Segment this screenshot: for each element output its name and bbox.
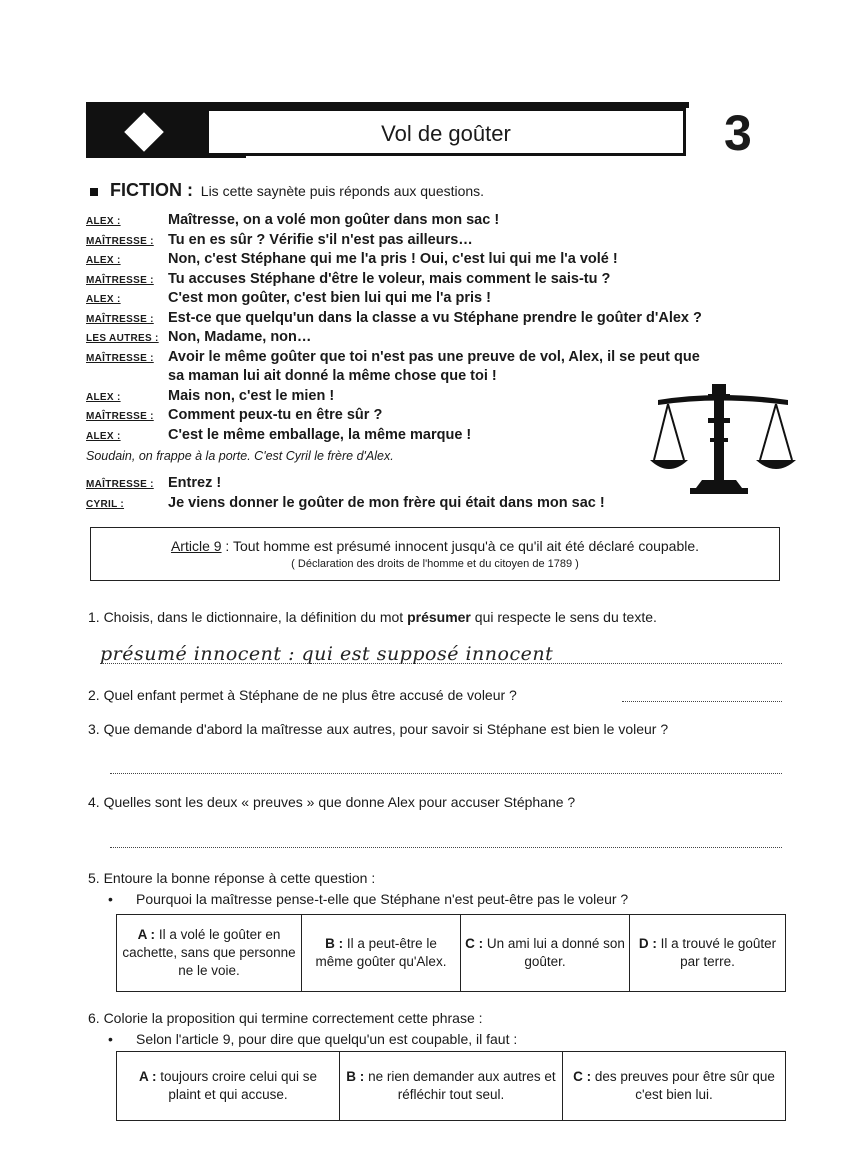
speaker: MAÎTRESSE : <box>86 313 154 325</box>
question-5-sub-text: Pourquoi la maîtresse pense-t-elle que Stéphane n'est peut-être pas le voleur ? <box>136 891 629 907</box>
article-box <box>90 527 780 581</box>
article-text <box>91 538 779 554</box>
option-letter: A : <box>137 927 156 942</box>
dialogue-text: Non, Madame, non… <box>168 329 312 345</box>
intro-text: Lis cette saynète puis réponds aux questions. <box>200 183 485 199</box>
question-1-keyword: présumer <box>407 609 471 625</box>
dialogue-text: Mais non, c'est le mien ! <box>168 387 335 404</box>
option-letter: C : <box>573 1069 592 1084</box>
intro-line <box>90 180 484 201</box>
speaker: ALEX : <box>86 294 121 305</box>
q5-option-c[interactable] <box>461 915 630 992</box>
question-5-sub <box>114 891 628 907</box>
dialogue-text: Tu en es sûr ? Vérifie s'il n'est pas ailleurs… <box>168 231 473 248</box>
option-letter: B : <box>325 936 344 951</box>
intro-label: FICTION : <box>110 180 193 200</box>
option-text: toujours croire celui qui se plaint et qui accuse. <box>160 1069 318 1102</box>
dialogue-text: Je viens donner le goûter de mon frère qui était dans mon sac ! <box>168 494 605 511</box>
dialogue-text: sa maman lui ait donné la même chose que toi ! <box>168 368 497 384</box>
square-bullet-icon <box>90 188 98 196</box>
option-letter: A : <box>138 1069 157 1084</box>
option-letter: D : <box>638 936 657 951</box>
diamond-icon <box>124 112 164 152</box>
article-source: ( Déclaration des droits de l'homme et du citoyen de 1789 ) <box>291 558 579 570</box>
handwritten-answer-1: présumé innocent : qui est supposé innocent <box>100 643 554 665</box>
speaker: MAÎTRESSE : <box>86 235 154 247</box>
dialogue-text: Avoir le même goûter que toi n'est pas une preuve de vol, Alex, il se peut que <box>168 348 700 365</box>
q5-options-table <box>116 914 786 992</box>
question-6-sub <box>114 1031 517 1047</box>
page-title: Vol de goûter <box>381 121 511 146</box>
speaker: LES AUTRES : <box>86 333 159 344</box>
question-6-sub-text: Selon l'article 9, pour dire que quelqu'un est coupable, il faut : <box>136 1031 518 1047</box>
dialogue-line <box>86 329 806 349</box>
dialogue-text: C'est le même emballage, la même marque ! <box>168 426 472 443</box>
dialogue-text: Non, c'est Stéphane qui me l'a pris ! Oui, c'est lui qui me l'a volé ! <box>168 251 618 267</box>
question-2: 2. Quel enfant permet à Stéphane de ne plus être accusé de voleur ? <box>88 687 517 703</box>
speaker: ALEX : <box>86 216 121 227</box>
header-bar <box>86 102 686 158</box>
q5-option-b[interactable] <box>302 915 461 992</box>
q5-option-a[interactable] <box>117 915 302 992</box>
option-text: des preuves pour être sûr que c'est bien lui. <box>594 1069 775 1102</box>
answer-line-2[interactable] <box>622 700 782 702</box>
speaker: MAÎTRESSE : <box>86 411 154 422</box>
dialogue-line <box>86 271 806 291</box>
option-text: Un ami lui a donné son goûter. <box>486 936 625 969</box>
speaker: ALEX : <box>86 391 121 403</box>
q6-option-b[interactable] <box>340 1052 563 1121</box>
article-body: : Tout homme est présumé innocent jusqu'à ce qu'il ait été déclaré coupable. <box>221 538 700 554</box>
dialogue-line <box>86 290 806 310</box>
dialogue-text: Maîtresse, on a volé mon goûter dans mon sac ! <box>168 212 500 228</box>
speaker: CYRIL : <box>86 498 125 510</box>
dialogue-line <box>86 232 806 252</box>
question-1 <box>88 609 657 625</box>
dialogue-line <box>86 310 806 330</box>
q5-option-d[interactable] <box>630 915 786 992</box>
question-1-text-end: qui respecte le sens du texte. <box>470 609 657 625</box>
title-box <box>206 108 686 156</box>
question-6: 6. Colorie la proposition qui termine correctement cette phrase : <box>88 1010 483 1026</box>
q6-option-a[interactable] <box>117 1052 340 1121</box>
question-4: 4. Quelles sont les deux « preuves » que donne Alex pour accuser Stéphane ? <box>88 794 576 810</box>
narration: Soudain, on frappe à la porte. C'est Cyril le frère d'Alex. <box>86 449 394 463</box>
dialogue-text: Entrez ! <box>168 475 222 491</box>
lesson-number: 3 <box>724 105 752 161</box>
option-text: Il a peut-être le même goûter qu'Alex. <box>315 936 447 969</box>
option-text: Il a volé le goûter en cachette, sans que personne ne le voie. <box>122 927 296 978</box>
answer-line-3[interactable] <box>110 772 782 774</box>
answer-line-4[interactable] <box>110 846 782 848</box>
option-text: Il a trouvé le goûter par terre. <box>660 936 777 969</box>
speaker: ALEX : <box>86 255 121 266</box>
q6-option-c[interactable] <box>563 1052 786 1121</box>
question-1-text: 1. Choisis, dans le dictionnaire, la définition du mot <box>88 609 408 625</box>
dialogue-text: Tu accuses Stéphane d'être le voleur, mais comment le sais-tu ? <box>168 270 611 287</box>
dialogue-text: C'est mon goûter, c'est bien lui qui me l'a pris ! <box>168 290 491 306</box>
dialogue-text: Comment peux-tu en être sûr ? <box>168 407 383 423</box>
speaker: MAÎTRESSE : <box>86 274 154 286</box>
dialogue-text: Est-ce que quelqu'un dans la classe a vu Stéphane prendre le goûter d'Alex ? <box>168 309 702 326</box>
option-text: ne rien demander aux autres et réfléchir tout seul. <box>368 1069 556 1102</box>
dialogue-line <box>86 212 806 232</box>
question-3: 3. Que demande d'abord la maîtresse aux autres, pour savoir si Stéphane est bien le voleur ? <box>88 721 669 737</box>
article-label: Article 9 <box>170 538 222 554</box>
dialogue-line <box>86 349 806 369</box>
dialogue-line <box>86 251 806 271</box>
question-5: 5. Entoure la bonne réponse à cette question : <box>88 870 376 886</box>
speaker: MAÎTRESSE : <box>86 352 154 364</box>
speaker: MAÎTRESSE : <box>86 479 154 490</box>
scales-of-justice-icon <box>648 378 798 503</box>
speaker: ALEX : <box>86 430 121 442</box>
option-letter: B : <box>346 1069 365 1084</box>
option-letter: C : <box>465 936 484 951</box>
q6-options-table <box>116 1051 786 1121</box>
